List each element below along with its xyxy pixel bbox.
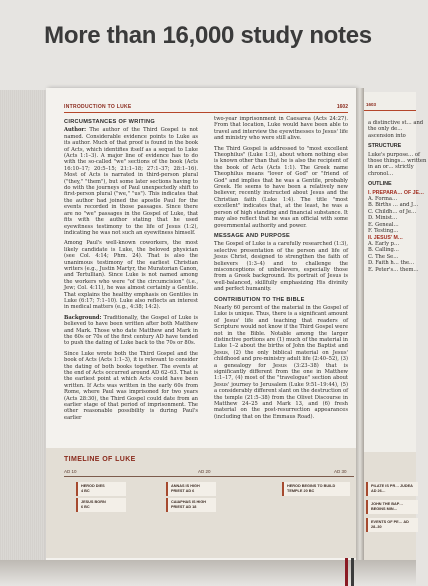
outline-item: A. Early p… xyxy=(368,240,400,247)
timeline-event-date: 6 BC xyxy=(81,505,90,509)
timeline-tick: AD 10 xyxy=(64,469,77,474)
timeline-event xyxy=(166,482,216,496)
timeline-event-name: HEROD DIES xyxy=(81,484,105,488)
page-header xyxy=(64,104,348,112)
outline-list xyxy=(368,190,428,273)
paragraph-text: Traditionally, the Gospel of Luke is believed to have been written after both Matthew and Mark. Those who date Matthew and Mark in the 60s or 70s of the first century AD have tended to push the dating of Luke back to the 70s or 80s. xyxy=(64,314,199,347)
paragraph-label: Author: xyxy=(64,127,87,134)
right-p2: Luke's purpose… of those things… written in an or… strictly chronol… xyxy=(368,151,427,177)
timeline-event-text: PILATE IS PR… JUDEA AD 26… xyxy=(371,484,413,493)
left-column xyxy=(64,116,198,425)
paragraph: Among Paul's well-known coworkers, the most likely candidate is Luke, the beloved physician (see Col. 4:14; Phm. 24). That is also the unanimous testimony of the earliest Christian writers (e.g., Justin Martyr, the Muratorian Canon, and Tertullian). Since Luke is not named among the workers who were "of the circumcision" (i.e., Jew; Col. 4:11), he was almost certainly a Gentile. That explains the healthy emphasis on Gentiles in Luke (6:17; 7:1–10). Luke also reflects an interest in medical matters (e.g., 4:38; 14:2). xyxy=(64,240,198,311)
outline-item: E. Geneal… xyxy=(368,221,399,228)
timeline-tick: AD 30 xyxy=(334,469,347,474)
paragraph: Nearly 60 percent of the material in the Gospel of Luke is unique. Thus, there is a significant amount of Jesus' life and teaching that readers of Scripture would not know if the Third Gospel were not in the Bible. Notable among the larger distinctive portions are (1) much of the material in Luke 1–2 about the births of John the Baptist and Jesus, (2) the only biblical material on Jesus' childhood and pre-ministry adult life (2:40–52), (3) a genealogy for Jesus (3:23–38) that is significantly different from the one in Matthew 1:1–17, (4) most of the "travelogue" section about Jesus' journey to Jerusalem (Luke 9:51–19:44), (5) a considerably different slant on the destruction of the temple (21:5–38) from the Olivet Discourse in Matthew 24–25 and Mark 13, and (6) fresh material on the post-resurrection appearances (including that on the Emmaus Road). xyxy=(214,304,348,420)
paragraph-label: Background: xyxy=(64,314,102,321)
paragraph-text: The author of the Third Gospel is not named. Considerable evidence points to Luke as its author. Much of that proof is found in the book of Acts, which identifies itself as a sequel to Luke (Acts 1:1–3). A major line of evidence has to do with the so-called "we" sections of the book (Acts 16:10–17; 20:5–15; 21:1–18; 27:1–37; 28:1–16). Most of Acts is narrated in third-person plural ("they," "them"), but some later sections having to do with the journeys of Paul unexpectedly shift to first-person plural ("we," "us"). This indicates that the author had joined the apostle Paul for the events recorded in those passages. Since there are no "we" passages in the Gospel of Luke, that fits with the author stating that he used eyewitness testimony to the life of Jesus (1:2), indicating he was not such an eyewitness himself. xyxy=(64,127,198,236)
outline-item: B. Births … and J… xyxy=(368,202,419,209)
outline-item: II. JESUS' M… xyxy=(368,234,403,241)
right-p1: a distinctive st… and the only de… ascension into xyxy=(368,120,424,139)
timeline-event-name: ANNAS IS HIGH xyxy=(171,484,200,488)
right-timeline-event xyxy=(366,518,418,532)
timeline-event xyxy=(76,482,126,496)
book-gutter xyxy=(356,88,364,566)
right-page-number: 1603 xyxy=(366,102,377,107)
page-edges-left xyxy=(0,90,48,560)
outline-item: F. Testing… xyxy=(368,228,399,235)
right-timeline-event xyxy=(366,500,418,514)
timeline-event-date: TEMPLE 20 BC xyxy=(287,489,315,493)
right-timeline xyxy=(364,452,416,562)
right-page-text xyxy=(368,120,428,273)
timeline-axis xyxy=(64,476,354,477)
timeline-event-name: JESUS BORN xyxy=(81,500,106,504)
paragraph xyxy=(64,315,198,347)
section-heading: CONTRIBUTION TO THE BIBLE xyxy=(214,296,305,303)
headline: More than 16,000 study notes xyxy=(44,22,372,49)
timeline-event xyxy=(166,498,216,512)
outline-item: C. Childh… of Je… xyxy=(368,208,417,215)
section-heading: MESSAGE AND PURPOSE xyxy=(214,232,291,239)
timeline-tick: AD 20 xyxy=(198,469,211,474)
timeline-event-date: 4 BC xyxy=(81,489,90,493)
section-heading: CIRCUMSTANCES OF WRITING xyxy=(64,119,155,125)
page-number: 1602 xyxy=(336,104,348,110)
right-column xyxy=(214,116,348,424)
right-outline-heading: OUTLINE xyxy=(368,181,392,188)
timeline-event xyxy=(282,482,350,496)
right-header-rule xyxy=(364,110,416,111)
right-timeline-event xyxy=(366,482,418,496)
timeline-event xyxy=(76,498,126,512)
timeline-event-date: PRIEST AD 18 xyxy=(171,505,197,509)
timeline xyxy=(46,448,356,558)
right-structure-heading: STRUCTURE xyxy=(368,143,402,150)
outline-item: C. The Se… xyxy=(368,253,399,260)
timeline-title: TIMELINE OF LUKE xyxy=(64,456,136,463)
header-rule xyxy=(64,112,348,113)
paragraph: The Gospel of Luke is a carefully researched (1:3), selective presentation of the person and life of Jesus Christ, designed to strengthen the faith of believers (1:3–4) and to challenge the misconceptions of unbelievers, especially those from a Greek background. Its portrait of Jesus is well-balanced, skillfully emphasizing His divinity and perfect humanity. xyxy=(214,241,348,293)
paragraph xyxy=(64,127,198,236)
paragraph: Since Luke wrote both the Third Gospel and the book of Acts (Acts 1:1–3), it is relevant to consider the dating of both books together. The events at the end of Acts occurred around AD 62–63. That is the earliest point at which Acts could have been written. If Acts was written in the early 60s from Rome, where Paul was imprisoned for two years (Acts 28:30), the Third Gospel could date from an earlier stage of that period of imprisonment. The other reasonable possibility is during Paul's earlier xyxy=(64,350,198,421)
paragraph: two-year imprisonment in Caesarea (Acts 24:27). From that location, Luke would have been able to travel and interview the eyewitnesses to Jesus' life and ministry who were still alive. xyxy=(214,116,348,142)
outline-item: B. Calling… xyxy=(368,247,399,254)
outline-item: D. Minist… xyxy=(368,215,398,222)
timeline-event-date: PRIEST AD 6 xyxy=(171,489,195,493)
outline-item: E. Peter's… them… xyxy=(368,266,419,273)
timeline-event-name: HEROD BEGINS TO BUILD xyxy=(287,484,336,488)
outline-item: A. Forma… xyxy=(368,196,398,203)
right-page xyxy=(364,92,427,562)
timeline-event-text: EVENTS OF PE… AD 28–30 xyxy=(371,520,409,529)
timeline-event-text: JOHN THE BAP… BEGINS MIN… xyxy=(371,502,404,511)
page-header-title: INTRODUCTION TO LUKE xyxy=(64,104,132,110)
outline-item: I. PREPARA… OF JE… xyxy=(368,189,425,196)
outline-item: D. Faith h… the… xyxy=(368,260,415,267)
timeline-event-name: CAIAPHAS IS HIGH xyxy=(171,500,207,504)
paragraph: The Third Gospel is addressed to "most excellent Theophilus" (Luke 1:3), about whom nothing else is known other than that he is also the recipient of the book of Acts (Acts 1:1). The Greek name Theophilus means "lover of God" or "friend of God" and implies that he was a Gentile, probably Greek. He seems to have been a relatively new believer, recently instructed about Jesus and the Christian faith (Luke 1:4). The title "most excellent" indicates that, at the least, he was a person of high standing and financial substance. It may also reflect that he was an official with some governmental authority and power. xyxy=(214,145,348,229)
